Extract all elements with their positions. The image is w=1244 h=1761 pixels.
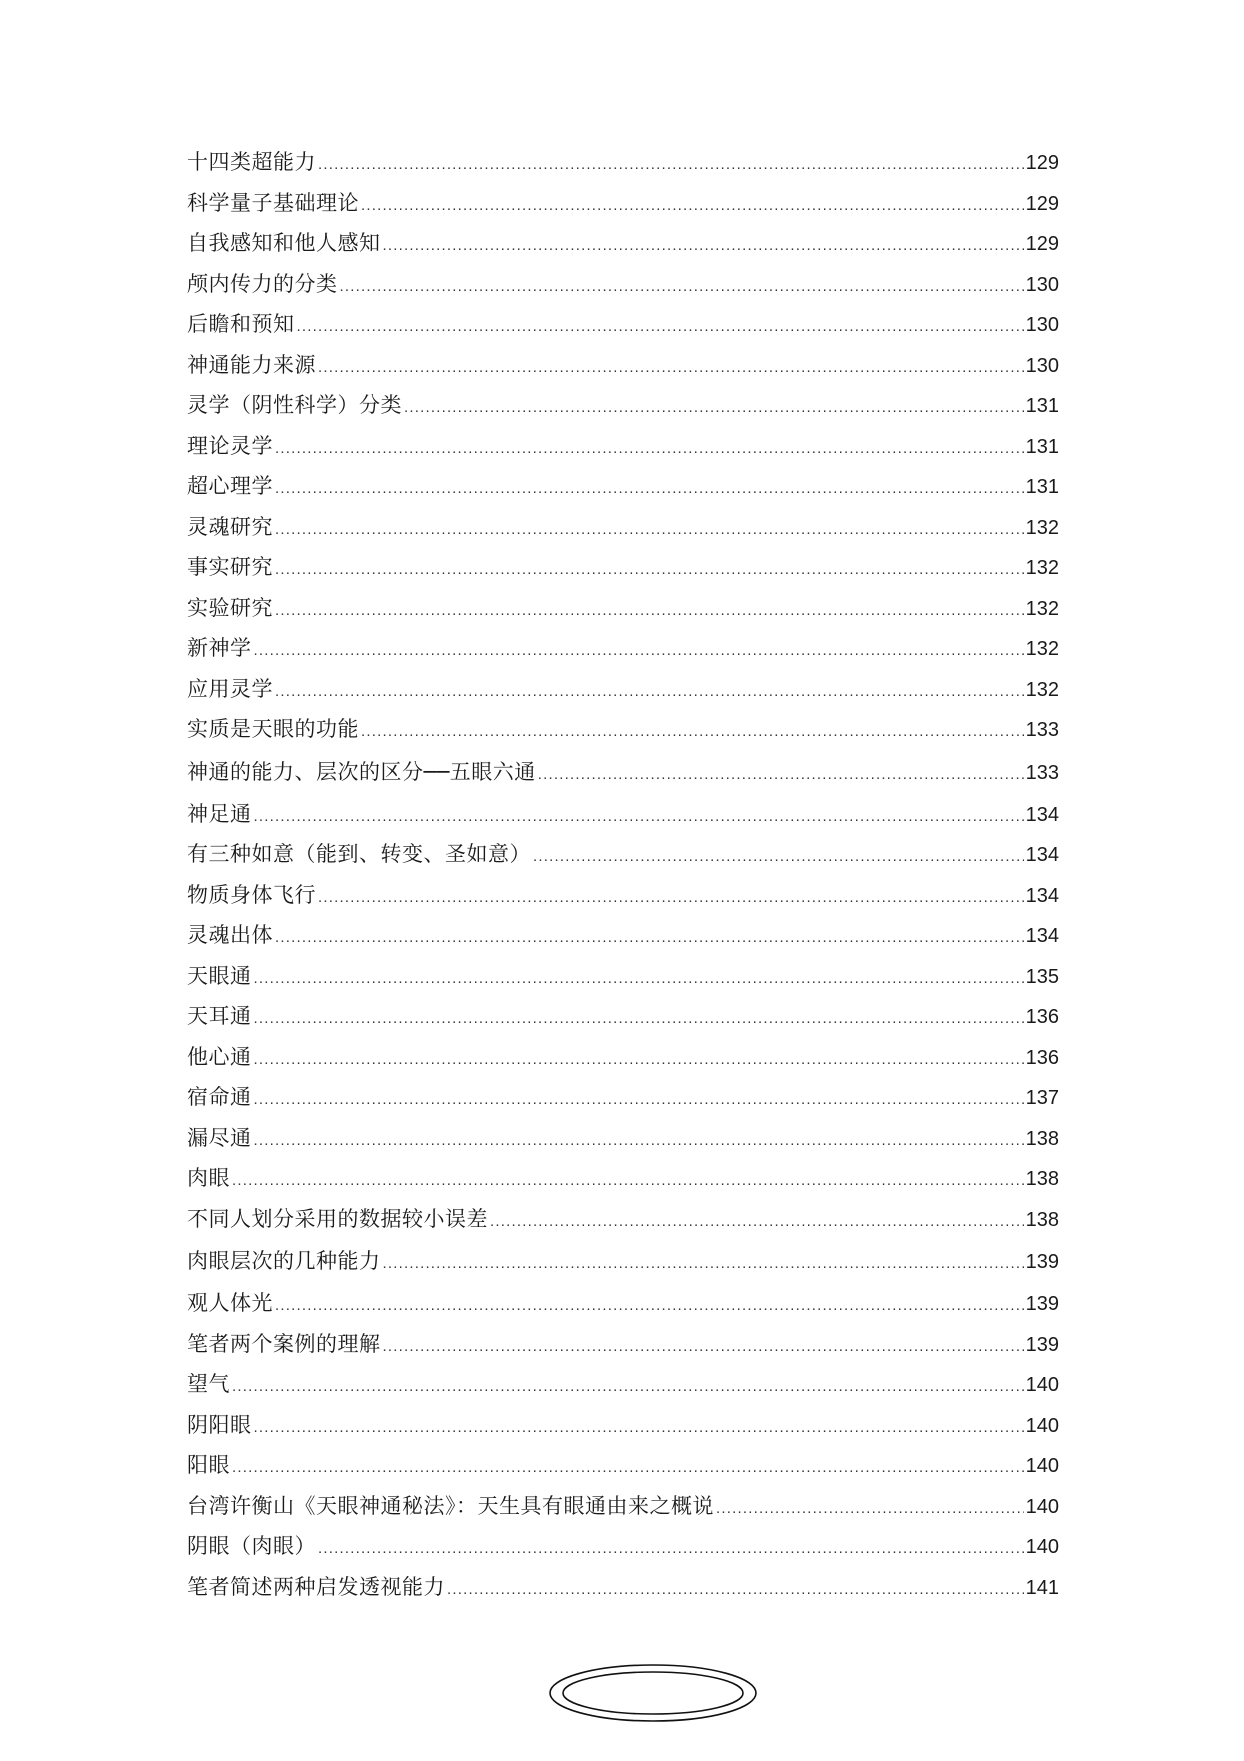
footer-ellipse-ornament [548,1663,758,1723]
toc-dot-leader [318,1529,1024,1570]
toc-entry-title: 灵魂出体 [187,923,273,947]
toc-entry-title: 十四类超能力 [187,150,316,174]
toc-dot-leader [361,186,1024,227]
toc-entry-title: 事实研究 [187,555,273,579]
toc-dot-leader [716,1489,1024,1530]
toc-page-number: 138 [1025,1208,1059,1231]
toc-entry[interactable] [187,183,1059,224]
toc-entry-title: 观人体光 [187,1291,273,1315]
toc-entry[interactable] [187,794,1059,835]
toc-entry[interactable] [187,304,1059,345]
toc-entry-title: 灵学（阴性科学）分类 [187,393,402,417]
toc-dot-leader [254,1408,1024,1449]
toc-page-number: 134 [1025,925,1059,947]
toc-dot-leader [254,959,1024,1000]
toc-page-number: 138 [1025,1127,1059,1150]
toc-entry-title: 阳眼 [187,1453,230,1477]
toc-dot-leader [533,837,1024,878]
toc-dot-leader [383,1327,1024,1368]
toc-entry[interactable] [187,628,1059,669]
toc-entry[interactable] [187,385,1059,426]
toc-page-number: 138 [1025,1168,1059,1190]
toc-dot-leader [275,469,1024,510]
toc-entry[interactable] [187,466,1059,507]
toc-entry[interactable] [187,1405,1059,1446]
toc-dot-leader [340,267,1024,308]
toc-entry-title: 天眼通 [187,963,252,988]
toc-dot-leader [318,145,1024,186]
toc-page-number: 133 [1025,719,1059,741]
toc-dot-leader [254,999,1024,1040]
toc-entry-title: 台湾许衡山《天眼神通秘法》：天生具有眼通由来之概说 [187,1493,714,1518]
toc-entry-title: 望气 [187,1372,230,1396]
toc-entry[interactable] [187,1199,1059,1240]
toc-entry[interactable] [187,996,1059,1037]
toc-page-number: 132 [1025,678,1059,701]
toc-entry[interactable] [187,1239,1059,1283]
toc-dot-leader [490,1202,1024,1243]
toc-page-number: 139 [1025,1333,1059,1356]
toc-entry-title: 物质身体飞行 [187,882,316,907]
toc-entry[interactable] [187,1118,1059,1159]
toc-entry[interactable] [187,547,1059,588]
toc-dot-leader [318,348,1024,389]
toc-entry[interactable] [187,669,1059,710]
toc-dot-leader [275,918,1024,959]
toc-dot-leader [361,712,1024,753]
toc-page-number: 139 [1025,1251,1059,1273]
toc-dot-leader [232,1448,1024,1489]
toc-entry-title: 肉眼层次的几种能力 [187,1249,381,1273]
toc-page-number: 139 [1025,1293,1059,1315]
toc-page-number: 132 [1025,638,1059,660]
toc-entry[interactable] [187,142,1059,183]
toc-dot-leader [275,672,1024,713]
toc-dot-leader [254,1080,1024,1121]
toc-page-number: 130 [1025,354,1059,377]
toc-page-number: 136 [1025,1046,1059,1069]
toc-page-number: 134 [1025,803,1059,826]
toc-entry[interactable] [187,588,1059,629]
toc-page-number: 131 [1025,435,1059,458]
toc-dot-leader [254,797,1024,838]
toc-dot-leader [447,1570,1024,1611]
toc-entry[interactable] [187,1283,1059,1324]
toc-dot-leader [254,631,1024,672]
toc-page-number: 131 [1025,395,1059,417]
toc-dot-leader [275,510,1024,551]
toc-page-number: 129 [1025,152,1059,174]
toc-entry[interactable] [187,1158,1059,1199]
toc-page-number: 132 [1025,557,1059,579]
toc-entry[interactable] [187,1037,1059,1078]
toc-dot-leader [538,753,1024,797]
toc-page-number: 132 [1025,597,1059,620]
toc-page-number: 129 [1025,192,1059,215]
toc-page-number: 130 [1025,314,1059,336]
toc-dot-leader [275,550,1024,591]
toc-dot-leader [318,878,1024,919]
toc-page-number: 137 [1025,1087,1059,1109]
toc-entry-title: 神足通 [187,801,252,826]
toc-entry[interactable] [187,1486,1059,1527]
toc-entry[interactable] [187,1526,1059,1567]
toc-dot-leader [383,1242,1024,1286]
toc-entry-title: 应用灵学 [187,676,273,701]
toc-entry[interactable] [187,1324,1059,1365]
toc-entry-title: 他心通 [187,1044,252,1069]
toc-entry[interactable] [187,507,1059,548]
toc-dot-leader [404,388,1024,429]
toc-entry[interactable] [187,1445,1059,1486]
toc-entry[interactable] [187,1567,1059,1608]
toc-dot-leader [383,226,1024,267]
toc-page-number: 140 [1025,1455,1059,1477]
toc-dot-leader [275,1286,1024,1327]
toc-entry-title: 后瞻和预知 [187,312,295,336]
toc-page-number: 134 [1025,884,1059,907]
toc-entry[interactable] [187,1364,1059,1405]
toc-page-number: 132 [1025,516,1059,539]
toc-entry-title: 实验研究 [187,595,273,620]
toc-entry[interactable] [187,750,1059,794]
toc-entry-title: 有三种如意（能到、转变、圣如意） [187,842,531,866]
toc-dot-leader [232,1367,1024,1408]
toc-entry[interactable] [187,426,1059,467]
toc-page-number: 131 [1025,476,1059,498]
toc-entry-title: 理论灵学 [187,433,273,458]
toc-page-number: 135 [1025,965,1059,988]
toc-entry[interactable] [187,834,1059,875]
toc-page-number: 134 [1025,844,1059,866]
toc-dot-leader [254,1121,1024,1162]
toc-dot-leader [275,429,1024,470]
toc-entry-title: 阴阳眼 [187,1412,252,1437]
toc-page-number: 133 [1025,761,1059,784]
toc-entry-title: 阴眼（肉眼） [187,1534,316,1558]
toc-entry[interactable] [187,345,1059,386]
toc-entry-title: 灵魂研究 [187,514,273,539]
toc-entry-title: 肉眼 [187,1166,230,1190]
toc-entry-title: 颅内传力的分类 [187,271,338,296]
toc-entry[interactable] [187,709,1059,750]
toc-page-number: 140 [1025,1374,1059,1396]
toc-page-number: 129 [1025,233,1059,255]
toc-dot-leader [275,591,1024,632]
toc-page-number: 130 [1025,273,1059,296]
toc-page-number: 140 [1025,1495,1059,1518]
toc-entry[interactable] [187,875,1059,916]
toc-dot-leader [297,307,1024,348]
toc-entry-title: 神通的能力、层次的区分──五眼六通 [187,759,536,784]
toc-entry[interactable] [187,1077,1059,1118]
toc-entry-title: 自我感知和他人感知 [187,231,381,255]
toc-page-number: 141 [1025,1576,1059,1599]
toc-entry-title: 科学量子基础理论 [187,190,359,215]
toc-page-number: 140 [1025,1414,1059,1437]
toc-entry-title: 笔者简述两种启发透视能力 [187,1574,445,1599]
toc-entry[interactable] [187,956,1059,997]
toc-dot-leader [232,1161,1024,1202]
toc-entry-title: 不同人划分采用的数据较小误差 [187,1206,488,1231]
table-of-contents [187,142,1059,1607]
toc-entry-title: 实质是天眼的功能 [187,717,359,741]
toc-dot-leader [254,1040,1024,1081]
toc-page-number: 140 [1025,1536,1059,1558]
toc-entry-title: 宿命通 [187,1085,252,1109]
toc-entry-title: 笔者两个案例的理解 [187,1331,381,1356]
toc-entry-title: 超心理学 [187,474,273,498]
toc-entry[interactable] [187,915,1059,956]
toc-entry[interactable] [187,264,1059,305]
toc-entry-title: 新神学 [187,636,252,660]
toc-entry[interactable] [187,223,1059,264]
toc-entry-title: 漏尽通 [187,1125,252,1150]
toc-page-number: 136 [1025,1006,1059,1028]
toc-entry-title: 神通能力来源 [187,352,316,377]
toc-entry-title: 天耳通 [187,1004,252,1028]
